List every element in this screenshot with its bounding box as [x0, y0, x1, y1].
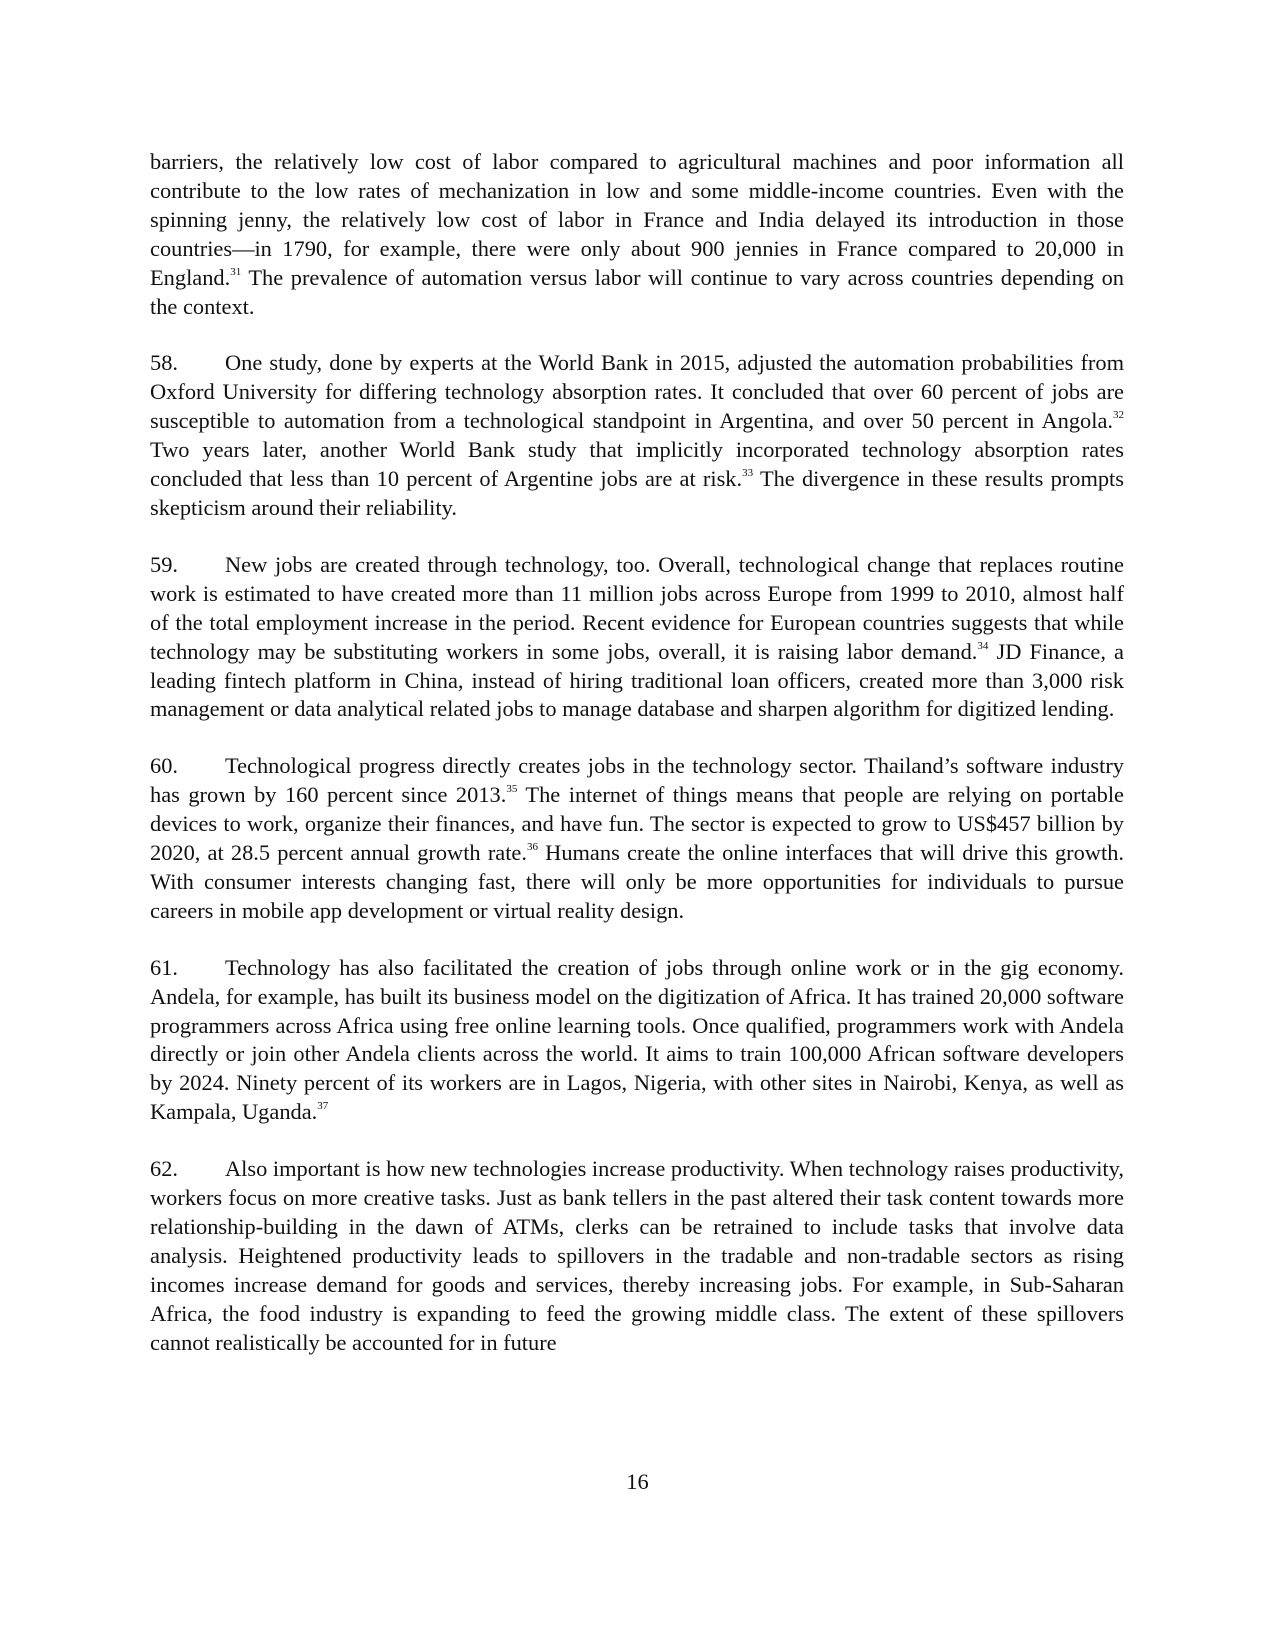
paragraph-text: The prevalence of automation versus labor will continue to vary across countries depending on the context.	[150, 264, 1124, 319]
footnote-ref-35[interactable]: 35	[506, 783, 518, 796]
paragraph-number: 62.	[150, 1156, 178, 1182]
footnote-ref-33[interactable]: 33	[742, 467, 754, 480]
paragraph-text: Two years later, another World Bank study that implicitly incorporated technology absorption rates concluded that less than 10 percent of Argentine jobs are at risk.	[150, 437, 1124, 492]
paragraph-text: New jobs are created through technology, too. Overall, technological change that replaces routine work is estimated to have created more than 11 million jobs across Europe from 1999 to 2010, almost half of the total employment increase in the period. Recent evidence for European countries suggests that while technology may be substituting workers in some jobs, overall, it is raising labor demand.	[150, 551, 1124, 664]
paragraph-text: barriers, the relatively low cost of labor compared to agricultural machines and poor information all contribute to the low rates of mechanization in low and some middle-income countries. Even with the spinning jenny, the relatively low cost of labor in France and India delayed its introduction in those countries—in 1790, for example, there were only about 900 jennies in France compared to 20,000 in England.	[150, 149, 1124, 290]
paragraph-continued	[150, 148, 1124, 321]
paragraph-text: Technology has also facilitated the creation of jobs through online work or in the gig economy. Andela, for example, has built its business model on the digitization of Africa. It has trained 20,000 software programmers across Africa using free online learning tools. Once qualified, programmers work with Andela directly or join other Andela clients across the world. It aims to train 100,000 African software developers by 2024. Ninety percent of its workers are in Lagos, Nigeria, with other sites in Nairobi, Kenya, as well as Kampala, Uganda.	[150, 954, 1124, 1125]
paragraph-number: 60.	[150, 753, 178, 779]
paragraph-61	[150, 954, 1124, 1127]
document-body	[150, 148, 1124, 1386]
paragraph-number: 61.	[150, 954, 178, 980]
footnote-ref-31[interactable]: 31	[230, 265, 242, 278]
paragraph-number: 58.	[150, 350, 178, 376]
paragraph-text: The divergence in these results prompts skepticism around their reliability.	[150, 466, 1124, 520]
footnote-ref-34[interactable]: 34	[977, 639, 989, 652]
paragraph-text: The internet of things means that people are relying on portable devices to work, organize their finances, and have fun. The sector is expected to grow to US$457 billion by 2020, at 28.5 percent annual growth rate.	[150, 782, 1124, 866]
paragraph-60	[150, 752, 1124, 925]
paragraph-text: Also important is how new technologies increase productivity. When technology raises productivity, workers focus on more creative tasks. Just as bank tellers in the past altered their task content towards more relationship-building in the dawn of ATMs, clerks can be retrained to include tasks that involve data analysis. Heightened productivity leads to spillovers in the tradable and non-tradable sectors as rising incomes increase demand for goods and services, thereby increasing jobs. For example, in Sub-Saharan Africa, the food industry is expanding to feed the growing middle class. The extent of these spillovers cannot realistically be accounted for in future	[150, 1156, 1124, 1355]
paragraph-text: JD Finance, a leading fintech platform in China, instead of hiring traditional loan officers, created more than 3,000 risk management or data analytical related jobs to manage database and sharpen algorithm for digitized lending.	[150, 638, 1124, 722]
paragraph-62	[150, 1155, 1124, 1357]
paragraph-text: Technological progress directly creates jobs in the technology sector. Thailand’s software industry has grown by 160 percent since 2013.	[150, 753, 1124, 808]
paragraph-number: 59.	[150, 551, 178, 577]
footnote-ref-32[interactable]: 32	[1113, 409, 1124, 422]
page-number: 16	[626, 1469, 649, 1494]
paragraph-58	[150, 349, 1124, 522]
footnote-ref-37[interactable]: 37	[317, 1100, 329, 1113]
paragraph-59	[150, 551, 1124, 724]
paragraph-text: Humans create the online interfaces that will drive this growth. With consumer interests changing fast, there will only be more opportunities for individuals to pursue careers in mobile app development or virtual reality design.	[150, 840, 1124, 923]
footnote-ref-36[interactable]: 36	[526, 841, 538, 854]
paragraph-text: One study, done by experts at the World Bank in 2015, adjusted the automation probabilities from Oxford University for differing technology absorption rates. It concluded that over 60 percent of jobs are susceptible to automation from a technological standpoint in Argentina, and over 50 percent in Angola.	[150, 350, 1124, 434]
